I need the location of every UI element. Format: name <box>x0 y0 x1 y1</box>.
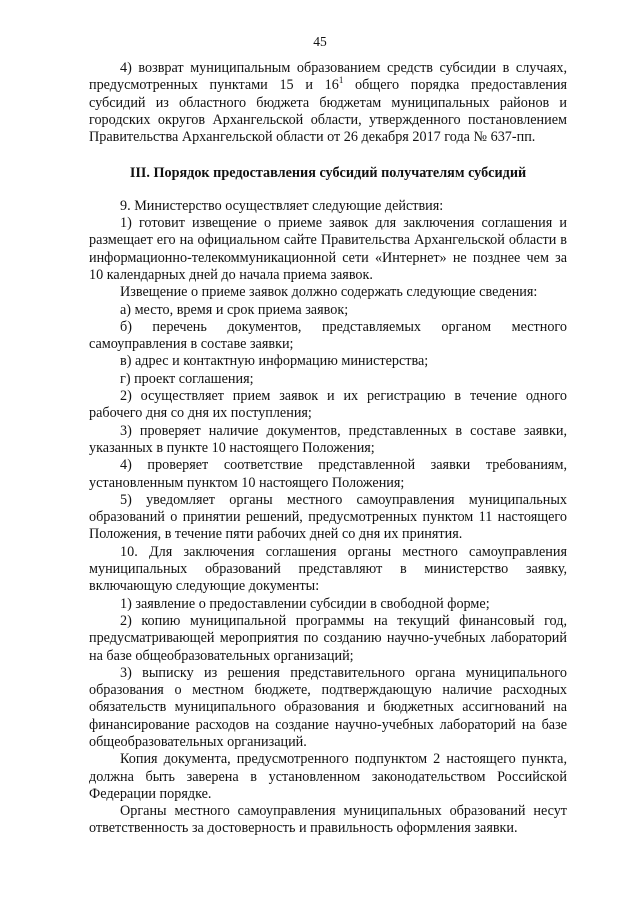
paragraph: Органы местного самоуправления муниципальных образований несут ответственность за достоверность и правильность оформления заявки. <box>89 803 567 837</box>
paragraph: 2) осуществляет прием заявок и их регистрацию в течение одного рабочего дня со дня их поступления; <box>89 388 567 422</box>
paragraph: 5) уведомляет органы местного самоуправления муниципальных образований о принятии решений, предусмотренных пунктом 11 настоящего Положения, в течение пяти рабочих дней со дня их принятия. <box>89 491 567 543</box>
paragraph: 9. Министерство осуществляет следующие действия: <box>120 197 444 214</box>
section-heading: III. Порядок предоставления субсидий получателям субсидий <box>129 165 527 182</box>
footnote-superscript: 1 <box>338 75 344 86</box>
paragraph-text: 4) возврат муниципальным образованием средств субсидии в случаях, предусмотренных пунктами 15 и 16 <box>89 60 567 94</box>
page-number: 45 <box>313 34 327 49</box>
paragraph: 3) проверяет наличие документов, представленных в составе заявки, указанных в пункте 10 настоящего Положения; <box>89 422 567 456</box>
paragraph-item-4 <box>89 60 567 146</box>
paragraph: Копия документа, предусмотренного подпунктом 2 настоящего пункта, должна быть заверена в установленном законодательством Российской Федерации порядке. <box>89 751 567 802</box>
paragraph: 1) заявление о предоставлении субсидии в свободной форме; <box>120 595 490 612</box>
page-content <box>89 60 567 838</box>
paragraph: г) проект соглашения; <box>120 370 254 387</box>
paragraph: 10. Для заключения соглашения органы местного самоуправления муниципальных образований представляют в министерство заявку, включающую следующие документы: <box>89 543 567 595</box>
paragraph: 3) выписку из решения представительного органа муниципального образования о местном бюджете, подтверждающую наличие расходных обязательств муниципального образования и бюджетных ассигнований на финансирование расходов на создание научно-учебных лабораторий на базе общеобразовательных организаций. <box>89 664 567 750</box>
paragraph: 2) копию муниципальной программы на текущий финансовый год, предусматривающей мероприятия по созданию научно-учебных лабораторий на базе общеобразовательных организаций; <box>89 612 567 664</box>
paragraph: 4) проверяет соответствие представленной заявки требованиям, установленным пунктом 10 настоящего Положения; <box>89 457 567 491</box>
paragraph: 1) готовит извещение о приеме заявок для заключения соглашения и размещает его на официальном сайте Правительства Архангельской области в информационно-телекоммуникационной сети «Интернет» не позднее чем за 10 календарных дней до начала приема заявок. <box>89 215 567 283</box>
paragraph: в) адрес и контактную информацию министерства; <box>120 353 429 370</box>
paragraph-text-continued: общего порядка предоставления субсидий из областного бюджета бюджетам муниципальных районов и городских округов Архангельской области, утвержденного постановлением Правительства Архангельской области от 26 декабря 2017 года № 637-пп. <box>89 77 567 146</box>
paragraph: Извещение о приеме заявок должно содержать следующие сведения: <box>120 284 538 301</box>
paragraph: а) место, время и срок приема заявок; <box>120 301 349 318</box>
paragraph: б) перечень документов, представляемых органом местного самоуправления в составе заявки; <box>89 318 567 353</box>
